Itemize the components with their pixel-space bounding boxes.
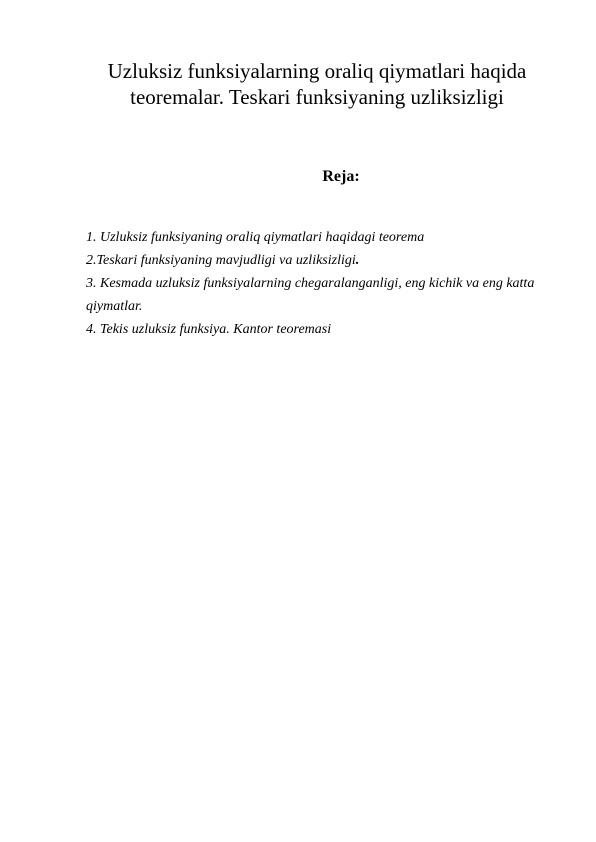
- title-line-1: Uzluksiz funksiyalarning oraliq qiymatlari haqida: [107, 59, 527, 83]
- plan-item-3: [86, 272, 546, 318]
- plan-item-2: [86, 249, 546, 272]
- title-line-2: teoremalar. Teskari funksiyaning uzliksizligi: [130, 85, 504, 109]
- plan-item-1: [86, 226, 546, 249]
- plan-item-4: [86, 318, 546, 341]
- plan-item-text: 2.Teskari funksiyaning mavjudligi va uzliksizligi: [86, 253, 356, 268]
- plan-item-suffix: .: [355, 253, 360, 268]
- plan-item-text: 3. Kesmada uzluksiz funksiyalarning chegaralanganligi, eng kichik va eng katta qiymatlar.: [86, 276, 535, 314]
- document-title: [86, 58, 548, 110]
- plan-item-text: 4. Tekis uzluksiz funksiya. Kantor teoremasi: [86, 322, 332, 337]
- plan-item-text: 1. Uzluksiz funksiyaning oraliq qiymatlari haqidagi teorema: [86, 230, 425, 245]
- plan-heading: Reja:: [322, 168, 360, 185]
- plan-list: [86, 226, 546, 341]
